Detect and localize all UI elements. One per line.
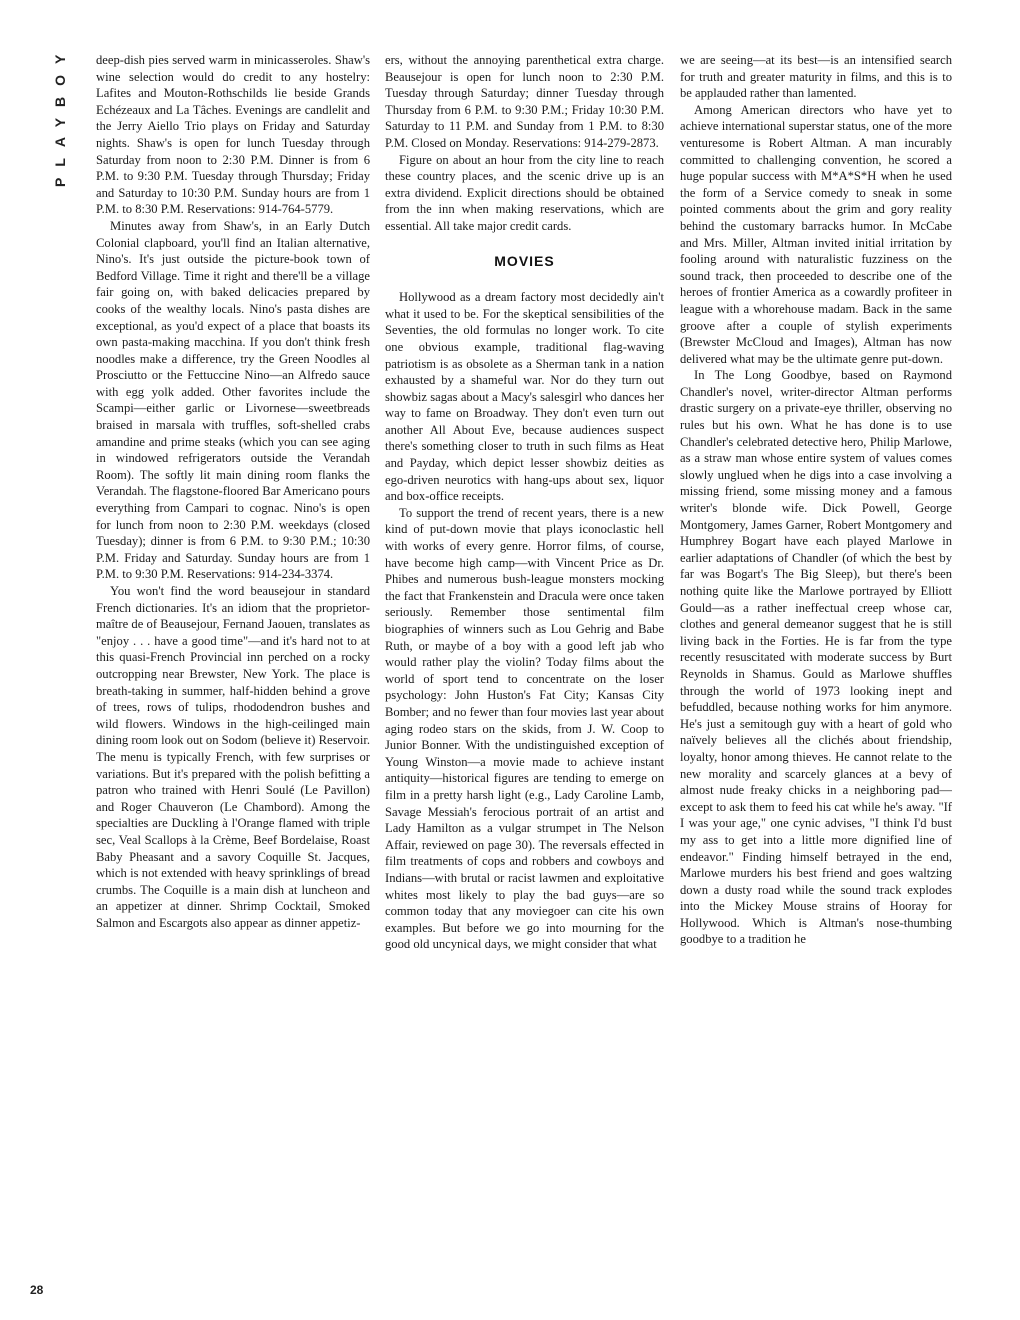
section-heading-movies: MOVIES [494,252,555,269]
paragraph: Among American directors who have yet to achieve international superstar status, one of the more venturesome is Robert Altman. A man incurably committed to challenging convention, he scored a huge popular success with M*A*S*H when he used the form of a Service comedy to sneak in some pointed comments about the grim and gory reality behind the customary barracks humor. In McCabe and Mrs. Miller, Altman invited initial irritation by fooling around with naturalistic fuzziness on the sound track, then proceeded to describe one of the heroes of frontier America as a cowardly profiteer in league with a whorehouse madam. Back in the same groove after a couple of stylish experiments (Brewster McCloud and Images), Altman has now delivered what may be the ultimate genre put-down. [680,102,952,366]
paragraph: In The Long Goodbye, based on Raymond Chandler's novel, writer-director Altman performs drastic surgery on a private-eye thriller, observing no rules but his own. What he has done is to use Chandler's celebrated detective hero, Philip Marlowe, as a straw man whose entire system of values comes slowly unglued when he digs into a case involving a missing friend, some missing money and a famous writer's blonde wife. Dick Powell, George Montgomery, James Garner, Robert Montgomery and Humphrey Bogart have each played Marlowe in earlier adaptations of Chandler (of which the best by far was Bogart's The Big Sleep), but there's been nothing quite like the Marlowe portrayed by Elliott Gould—as a rather ineffectual creep whose car, clothes and general demeanor suggest that he is still living back in the Forties. He is far from the type recently resuscitated with moderate success by Burt Reynolds in Shamus. Gould as Marlowe shuffles through the world of 1973 looking inept and befuddled, because nothing works for him anymore. He's just a semitough guy with a heart of gold who naïvely believes all the clichés about friendship, loyalty, honor among thieves. He cannot relate to the new morality and scarcely glances at a bevy of almost nude freaky chicks in a neighboring pad—except to ask them to feed his cat while he's away. "If I was your age," one cynic advises, "I think I'd bust my ass to get into a little more dignified line of endeavor." Finding himself betrayed in the end, Marlowe murders his best friend and goes waltzing down a dusty road while the sound track explodes into the Mickey Mouse strains of Hooray for Hollywood. Which is Altman's nose-thumbing goodbye to a tradition he [680,368,952,947]
paragraph: You won't find the word beausejour in standard French dictionaries. It's an idiom that the proprietor-maître de of Beausejour, Fernand Jaouen, translates as "enjoy . . . have a good time"—and it's hard not to at this quasi-French Provincial inn perched on a rocky outcropping near Brewster, New York. The place is breath-taking in summer, half-hidden behind a grove of trees, rows of tulips, rhododendron bushes and wild flowers. Windows in the high-ceilinged main dining room look out on Sodom (believe it) Reservoir. The menu is typically French, with few surprises or variations. But it's prepared with the polish befitting a patron who trained with Henri Soulé (Le Pavillon) and Roger Chauveron (Le Chambord). Among the specialties are Duckling à l'Orange flamed with triple sec, Veal Scallops à la Crème, Beef Bordelaise, Roast Baby Pheasant and a savory Coquille St. Jacques, which is not extended with heavy sprinklings of bread crumbs. The Coquille is a main dish at luncheon and an appetizer at dinner. Shrimp Cocktail, Smoked Salmon and Escargots also appear as dinner appetiz- [96,584,370,930]
column-2 [385,52,664,1300]
paragraph: Figure on about an hour from the city line to reach these country places, and the scenic drive up is an extra dividend. Explicit directions should be obtained from the inn when making reservations, which are essential. All take major credit cards. [385,152,664,233]
paragraph: Hollywood as a dream factory most decidedly ain't what it used to be. For the skeptical sensibilities of the Seventies, the old formulas no longer work. To cite one obvious example, traditional flag-waving patriotism is as obsolete as a Sherman tank in a nation exhausted by a shameful war. Nor do they turn out showbiz sagas about a Macy's salesgirl who dances her way to fame on Broadway. They don't even turn out another All About Eve, because audiences suspect there's something closer to truth in such films as Heat and Payday, which depict lesser showbiz deities as ego-driven neurotics with hang-ups about sex, liquor and box-office receipts. [385,290,664,504]
magazine-name: PLAYBOY [52,44,68,188]
column-1 [96,52,370,1300]
paragraph: To support the trend of recent years, there is a new kind of put-down movie that plays iconoclastic hell with works of every genre. Horror films, of course, have become high camp—with Vincent Price as Dr. Phibes and numerous bush-league monsters mocking the fact that Frankenstein and Dracula were once taken seriously. Remember those sentimental film biographies of winners such as Lou Gehrig and Babe Ruth, or maybe of a boy with a good left jab who would rather play the violin? Today films about the world of sport tend to concentrate on the loser psychology: John Huston's Fat City; Kansas City Bomber; and no fewer than four movies last year about aging rodeo stars on the skids, from J. W. Coop to Junior Bonner. With the undistinguished exception of Young Winston—a movie made to achieve instant antiquity—historical figures are tending to emerge on film in a pretty harsh light (e.g., Lady Caroline Lamb, Savage Messiah's ferocious portrait of an artist and Lady Hamilton as a vulgar strumpet in The Nelson Affair, reviewed on page 30). The reversals effected in film treatments of cops and robbers and cowboys and Indians—with brutal or racist lawmen and exploitative whites most likely to play the bad guys—are so common today that any moviegoer can cite his own examples. But before we go into mourning for the good old uncynical days, we might consider that what [385,505,664,952]
column-3 [680,52,952,1300]
paragraph: we are seeing—at its best—is an intensified search for truth and greater maturity in films, and this is to be applauded rather than lamented. [680,53,952,101]
paragraph: deep-dish pies served warm in minicasseroles. Shaw's wine selection would do credit to any hostelry: Lafites and Mouton-Rothschilds lie beside Grands Echézeaux and La Tâches. Evenings are candlelit and the Jerry Aiello Trio plays on Friday and Saturday nights. Shaw's is open for lunch Tuesday through Saturday from noon to 2:30 P.M. Dinner is from 6 P.M. to 9:30 P.M. Tuesday through Thursday; Friday and Saturday to 10:30 P.M. Sunday hours are from 1 P.M. to 8:30 P.M. Reservations: 914-764-5779. [96,53,370,217]
paragraph: Minutes away from Shaw's, in an Early Dutch Colonial clapboard, you'll find an Italian alternative, Nino's. It's just outside the picture-book town of Bedford Village. Time it right and there'll be a village fair going on, with baked delicacies prepared by cooks of the wealthy locals. Nino's pasta dishes are exceptional, as you'd expect of a place that boasts its own pasta-making macchina. If you don't think fresh noodles make a difference, try the Green Noodles al Prosciutto or the Fettuccine Nino—an Alfredo sauce with egg yolk added. Other favorites include the Scampi—either garlic or Livornese—sweetbreads braised in marsala with truffles, soft-shelled crabs amandine and prime steaks (which you can see aging in windowed refrigerators outside the Verandah Room). The softly lit main dining room flanks the Verandah. The flagstone-floored Bar Americano pours everything from Campari to cognac. Nino's is open for lunch from noon to 2:30 P.M. weekdays (closed Tuesday); dinner is from 6 P.M. to 9:30 P.M.; 10:30 P.M. Friday and Saturday. Sunday hours are from 1 P.M. to 9:30 P.M. Reservations: 914-234-3374. [96,218,370,582]
paragraph: ers, without the annoying parenthetical extra charge. Beausejour is open for lunch noon to 2:30 P.M. Tuesday through Saturday; dinner Tuesday through Thursday from 6 P.M. to 9:30 P.M.; Friday 10:30 P.M. Saturday to 11 P.M. and Sunday from 1 P.M. to 8:30 P.M. Closed on Monday. Reservations: 914-279-2873. [385,53,664,150]
page-number: 28 [30,1283,44,1297]
